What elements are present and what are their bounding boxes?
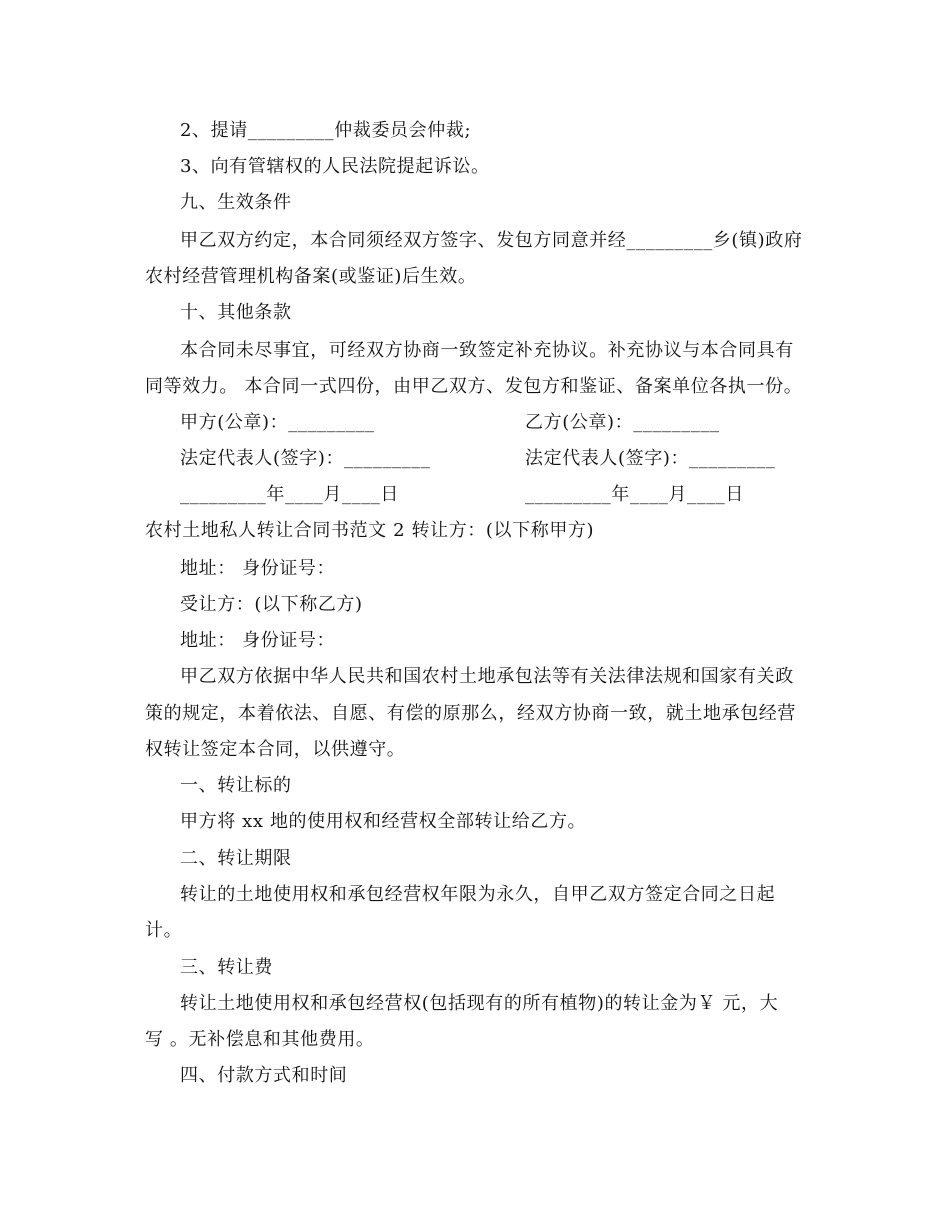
paragraph-line: 甲乙双方约定，本合同须经双方签字、发包方同意并经_________乡(镇)政府 [180,230,803,251]
paragraph-line: 写 。无补偿息和其他费用。 [145,1029,375,1050]
party-a-seal-field: 甲方(公章)：_________ [180,412,375,433]
transferee-address-line: 地址： 身份证号： [180,630,336,651]
paragraph-line: 甲方将 xx 地的使用权和经营权全部转让给乙方。 [180,811,587,832]
paragraph-line: 权转让签定本合同，以供遵守。 [145,739,406,760]
section-heading-other-terms: 十、其他条款 [180,302,292,323]
paragraph-line: 转让的土地使用权和承包经营权年限为永久，自甲乙双方签定合同之日起 [180,884,776,905]
section-heading-payment: 四、付款方式和时间 [180,1065,348,1086]
transferee-line: 受让方：(以下称乙方) [180,594,363,615]
paragraph-line: 农村经营管理机构备案(或鉴证)后生效。 [145,266,477,287]
clause-arbitration: 2、提请_________仲裁委员会仲裁; [180,120,472,141]
paragraph-line: 同等效力。 本合同一式四份，由甲乙双方、发包方和鉴证、备案单位各执一份。 [145,376,803,397]
party-a-date-field: _________年____月____日 [180,484,399,505]
party-b-representative-field: 法定代表人(签字)：_________ [525,448,776,469]
transferor-address-line: 地址： 身份证号： [180,558,336,579]
party-a-representative-field: 法定代表人(签字)：_________ [180,448,431,469]
section-heading-transfer-term: 二、转让期限 [180,848,292,869]
section-heading-transfer-subject: 一、转让标的 [180,775,292,796]
section-2-title: 农村土地私人转让合同书范文 2 转让方：(以下称甲方) [145,520,595,541]
paragraph-line: 本合同未尽事宜，可经双方协商一致签定补充协议。补充协议与本合同具有 [180,340,794,361]
paragraph-line: 转让土地使用权和承包经营权(包括现有的所有植物)的转让金为￥ 元，大 [180,993,779,1014]
section-heading-transfer-fee: 三、转让费 [180,957,273,978]
party-b-seal-field: 乙方(公章)：_________ [525,412,720,433]
paragraph-line: 策的规定，本着依法、自愿、有偿的原那么，经双方协商一致，就土地承包经营 [145,703,796,724]
clause-litigation: 3、向有管辖权的人民法院提起诉讼。 [180,156,490,177]
paragraph-line: 计。 [145,920,183,941]
section-heading-effective-conditions: 九、生效条件 [180,192,292,213]
party-b-date-field: _________年____月____日 [525,484,744,505]
paragraph-line: 甲乙双方依据中华人民共和国农村土地承包法等有关法律法规和国家有关政 [180,666,794,687]
